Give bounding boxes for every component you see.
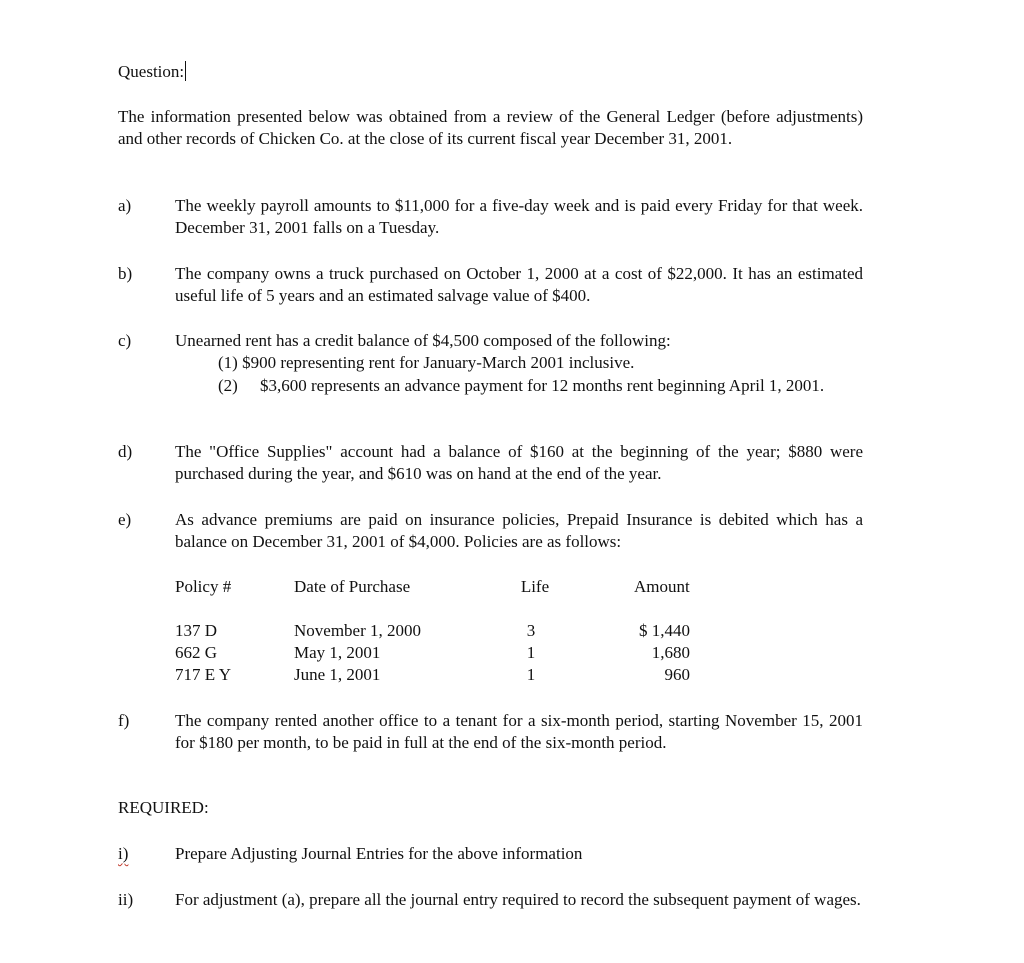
life-cell: 3 bbox=[526, 621, 536, 640]
date-cell: May 1, 2001 bbox=[294, 643, 381, 662]
policy-cell: 717 E Y bbox=[175, 665, 232, 684]
item-c-sub1: (1) $900 representing rent for January-March 2001 inclusive. bbox=[218, 353, 635, 372]
item-d-label: d) bbox=[118, 442, 133, 461]
life-header: Life bbox=[520, 577, 550, 596]
required-item-i-text: Prepare Adjusting Journal Entries for the above information bbox=[175, 844, 583, 863]
item-a-label: a) bbox=[118, 196, 132, 215]
item-a-text: The weekly payroll amounts to $11,000 for a five-day week and is paid every Friday for that week. December 31, 2001 falls on a Tuesday. bbox=[175, 196, 863, 237]
item-b-text: The company owns a truck purchased on October 1, 2000 at a cost of $22,000. It has an estimated useful life of 5 years and an estimated salvage value of $400. bbox=[175, 264, 863, 305]
date-cell: November 1, 2000 bbox=[294, 621, 422, 640]
amount-cell: 1,680 bbox=[651, 643, 690, 662]
required-item-i-label: i) bbox=[118, 844, 129, 863]
required-item-ii-label: ii) bbox=[118, 890, 134, 909]
item-e-label: e) bbox=[118, 510, 132, 529]
item-c-sub2-number: (2) bbox=[218, 376, 238, 395]
item-c-text: Unearned rent has a credit balance of $4,500 composed of the following: bbox=[175, 331, 671, 350]
amount-cell: $ 1,440 bbox=[639, 621, 690, 640]
item-c-sub2: $3,600 represents an advance payment for 12 months rent beginning April 1, 2001. bbox=[260, 376, 825, 395]
required-item-ii-text: For adjustment (a), prepare all the journal entry required to record the subsequent payment of wages. bbox=[175, 890, 861, 909]
policy-cell: 137 D bbox=[175, 621, 218, 640]
item-f-label: f) bbox=[118, 711, 130, 730]
date-header: Date of Purchase bbox=[294, 577, 411, 596]
item-b-label: b) bbox=[118, 264, 133, 283]
intro-paragraph: The information presented below was obtained from a review of the General Ledger (before adjustments) and other records of Chicken Co. at the close of its current fiscal year December 31, 2001. bbox=[118, 107, 863, 148]
item-e-text: As advance premiums are paid on insurance policies, Prepaid Insurance is debited which has a balance on December 31, 2001 of $4,000. Policies are as follows: bbox=[175, 510, 863, 551]
amount-cell: 960 bbox=[664, 665, 690, 684]
date-cell: June 1, 2001 bbox=[294, 665, 381, 684]
policy-header: Policy # bbox=[175, 577, 232, 596]
life-cell: 1 bbox=[526, 643, 536, 662]
required-heading: REQUIRED: bbox=[118, 798, 209, 817]
policy-cell: 662 G bbox=[175, 643, 218, 662]
item-d-text: The "Office Supplies" account had a balance of $160 at the beginning of the year; $880 were purchased during the year, and $610 was on hand at the end of the year. bbox=[175, 442, 863, 483]
item-c-label: c) bbox=[118, 331, 132, 350]
amount-header: Amount bbox=[634, 577, 690, 596]
item-f-text: The company rented another office to a tenant for a six-month period, starting November 15, 2001 for $180 per month, to be paid in full at the end of the six-month period. bbox=[175, 711, 863, 752]
question-heading: Question: bbox=[118, 62, 185, 81]
life-cell: 1 bbox=[526, 665, 536, 684]
text-cursor bbox=[185, 61, 186, 81]
